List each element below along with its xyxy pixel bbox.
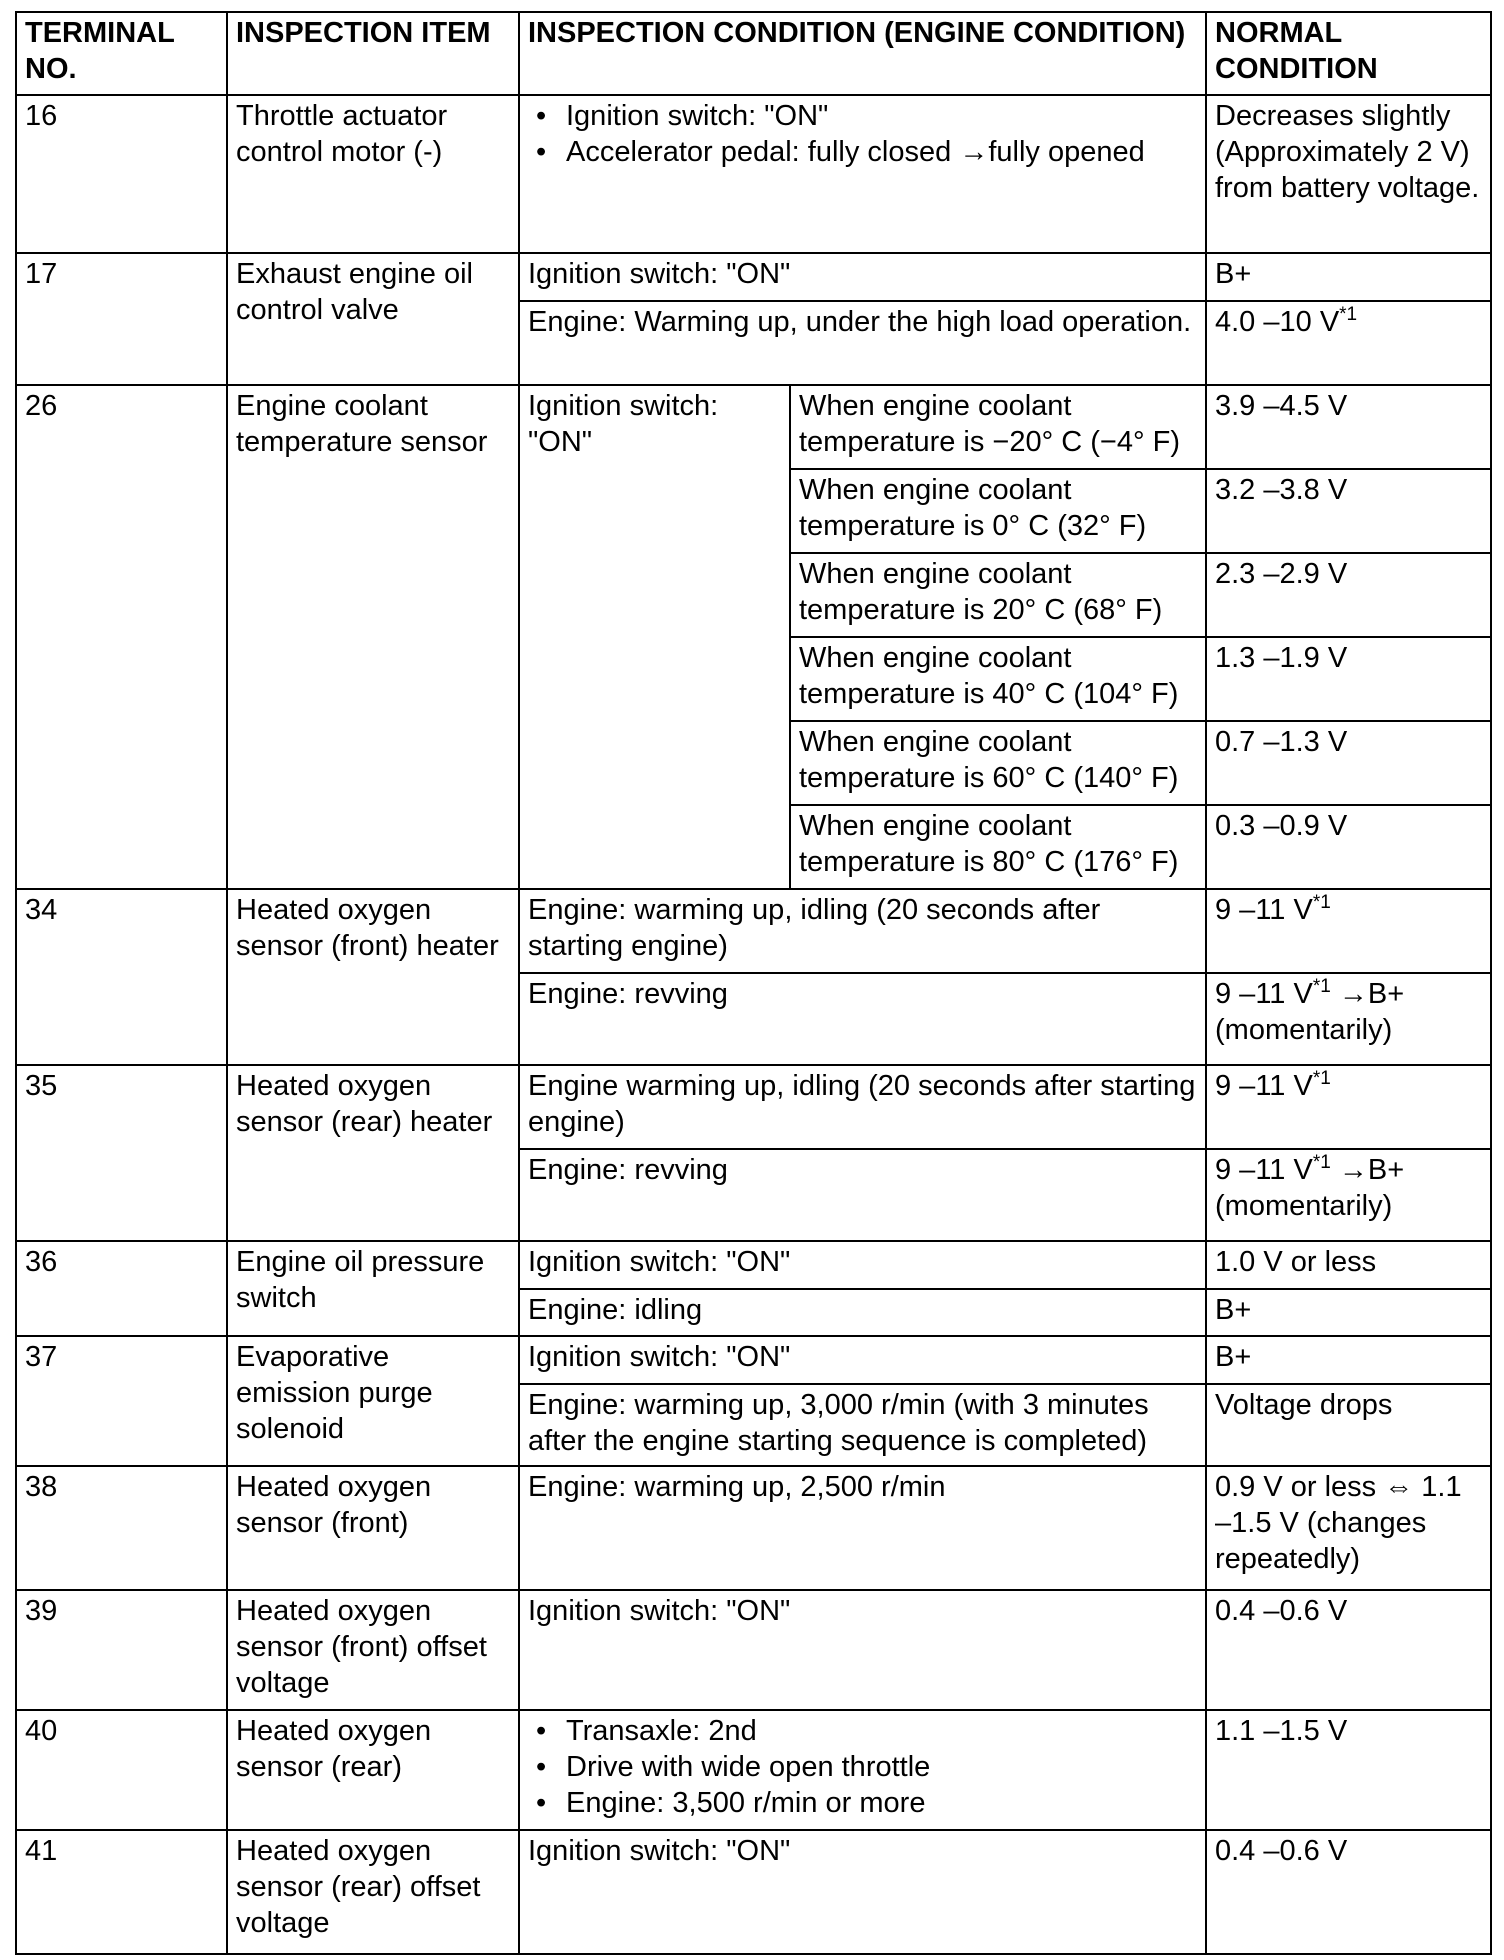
normal-condition: 0.4 –0.6 V	[1206, 1830, 1491, 1954]
terminal-no: 37	[16, 1336, 227, 1466]
inspection-condition: Ignition switch: "ON"	[519, 1241, 1206, 1289]
inspection-item: Heated oxygen sensor (rear)	[227, 1710, 519, 1830]
terminal-no: 41	[16, 1830, 227, 1954]
voltage-value: 9 –11 V	[1215, 894, 1313, 926]
terminal-no: 39	[16, 1590, 227, 1710]
terminal-inspection-table	[15, 11, 1492, 1955]
inspection-condition	[519, 95, 1206, 253]
inspection-condition: Ignition switch: "ON"	[519, 253, 1206, 301]
terminal-no: 26	[16, 385, 227, 889]
normal-condition: 2.3 –2.9 V	[1206, 553, 1491, 637]
list-item: • Ignition switch: "ON"	[528, 98, 1197, 134]
inspection-item: Heated oxygen sensor (rear) offset voltage	[227, 1830, 519, 1954]
inspection-condition: Engine: idling	[519, 1289, 1206, 1336]
list-item: • Engine: 3,500 r/min or more	[528, 1785, 1197, 1821]
table-row	[16, 95, 1491, 253]
normal-condition	[1206, 889, 1491, 973]
header-inspection-item: INSPECTION ITEM	[227, 12, 519, 95]
list-item: • Transaxle: 2nd	[528, 1713, 1197, 1749]
normal-condition: B+	[1206, 1336, 1491, 1384]
header-normal-condition: NORMAL CONDITION	[1206, 12, 1491, 95]
table-row	[16, 385, 1491, 469]
inspection-condition: Engine: revving	[519, 973, 1206, 1065]
voltage-value: 9 –11 V	[1215, 1070, 1313, 1102]
normal-condition: 0.9 V or less ⇔ 1.1 –1.5 V (changes repeatedly)	[1206, 1466, 1491, 1590]
normal-condition: 1.3 –1.9 V	[1206, 637, 1491, 721]
sub-condition: When engine coolant temperature is 20° C (68° F)	[790, 553, 1206, 637]
voltage-value: 9 –11 V	[1215, 1154, 1313, 1186]
list-item: • Drive with wide open throttle	[528, 1749, 1197, 1785]
inspection-condition	[519, 1710, 1206, 1830]
normal-condition: 0.7 –1.3 V	[1206, 721, 1491, 805]
normal-condition: 1.0 V or less	[1206, 1241, 1491, 1289]
header-inspection-condition: INSPECTION CONDITION (ENGINE CONDITION)	[519, 12, 1206, 95]
footnote-mark: *1	[1312, 1068, 1331, 1089]
inspection-item: Heated oxygen sensor (front)	[227, 1466, 519, 1590]
list-item: • Accelerator pedal: fully closed →fully opened	[528, 134, 1197, 170]
normal-condition: 0.3 –0.9 V	[1206, 805, 1491, 889]
normal-condition: 1.1 –1.5 V	[1206, 1710, 1491, 1830]
normal-condition: 3.9 –4.5 V	[1206, 385, 1491, 469]
normal-condition	[1206, 1065, 1491, 1149]
table-row	[16, 1336, 1491, 1384]
inspection-item: Throttle actuator control motor (-)	[227, 95, 519, 253]
sub-condition: When engine coolant temperature is 0° C (32° F)	[790, 469, 1206, 553]
normal-condition	[1206, 973, 1491, 1065]
table-row	[16, 889, 1491, 973]
normal-condition: Decreases slightly (Approximately 2 V) from battery voltage.	[1206, 95, 1491, 253]
terminal-no: 16	[16, 95, 227, 253]
table-row	[16, 253, 1491, 301]
terminal-no: 38	[16, 1466, 227, 1590]
condition-list	[528, 1713, 1197, 1821]
inspection-condition: Ignition switch: "ON"	[519, 1590, 1206, 1710]
sub-condition: When engine coolant temperature is −20° C (−4° F)	[790, 385, 1206, 469]
terminal-no: 40	[16, 1710, 227, 1830]
inspection-item: Engine coolant temperature sensor	[227, 385, 519, 889]
inspection-condition: Engine: warming up, idling (20 seconds after starting engine)	[519, 889, 1206, 973]
normal-condition: 0.4 –0.6 V	[1206, 1590, 1491, 1710]
table-row	[16, 1830, 1491, 1954]
sub-condition: When engine coolant temperature is 60° C (140° F)	[790, 721, 1206, 805]
voltage-value: 9 –11 V	[1215, 978, 1313, 1010]
table-row	[16, 1710, 1491, 1830]
condition-list	[528, 98, 1197, 170]
sub-condition: When engine coolant temperature is 40° C (104° F)	[790, 637, 1206, 721]
table-row	[16, 1241, 1491, 1289]
table-row	[16, 1590, 1491, 1710]
inspection-item: Heated oxygen sensor (front) offset voltage	[227, 1590, 519, 1710]
inspection-condition: Engine: revving	[519, 1149, 1206, 1241]
inspection-item: Engine oil pressure switch	[227, 1241, 519, 1336]
footnote-mark: *1	[1312, 976, 1331, 997]
inspection-condition: Engine: warming up, 3,000 r/min (with 3 minutes after the engine starting sequence is completed)	[519, 1384, 1206, 1466]
inspection-condition: Ignition switch: "ON"	[519, 385, 790, 889]
inspection-item: Exhaust engine oil control valve	[227, 253, 519, 385]
terminal-no: 17	[16, 253, 227, 385]
voltage-note: →B+ (momentarily)	[1215, 1154, 1405, 1222]
voltage-value: 4.0 –10 V	[1215, 306, 1340, 338]
terminal-no: 35	[16, 1065, 227, 1241]
header-terminal-no: TERMINAL NO.	[16, 12, 227, 95]
normal-condition: Voltage drops	[1206, 1384, 1491, 1466]
footnote-mark: *1	[1339, 304, 1358, 325]
normal-condition: 3.2 –3.8 V	[1206, 469, 1491, 553]
inspection-condition: Engine: warming up, 2,500 r/min	[519, 1466, 1206, 1590]
header-row	[16, 12, 1491, 95]
table-row	[16, 1466, 1491, 1590]
inspection-condition: Ignition switch: "ON"	[519, 1336, 1206, 1384]
inspection-item: Heated oxygen sensor (front) heater	[227, 889, 519, 1065]
inspection-condition: Engine warming up, idling (20 seconds after starting engine)	[519, 1065, 1206, 1149]
sub-condition: When engine coolant temperature is 80° C (176° F)	[790, 805, 1206, 889]
inspection-item: Heated oxygen sensor (rear) heater	[227, 1065, 519, 1241]
terminal-no: 34	[16, 889, 227, 1065]
terminal-no: 36	[16, 1241, 227, 1336]
inspection-condition: Engine: Warming up, under the high load operation.	[519, 301, 1206, 385]
inspection-item: Evaporative emission purge solenoid	[227, 1336, 519, 1466]
normal-condition	[1206, 301, 1491, 385]
normal-condition: B+	[1206, 1289, 1491, 1336]
footnote-mark: *1	[1312, 1152, 1331, 1173]
voltage-note: →B+ (momentarily)	[1215, 978, 1405, 1046]
inspection-condition: Ignition switch: "ON"	[519, 1830, 1206, 1954]
normal-condition: B+	[1206, 253, 1491, 301]
table-row	[16, 1065, 1491, 1149]
footnote-mark: *1	[1312, 892, 1331, 913]
normal-condition	[1206, 1149, 1491, 1241]
